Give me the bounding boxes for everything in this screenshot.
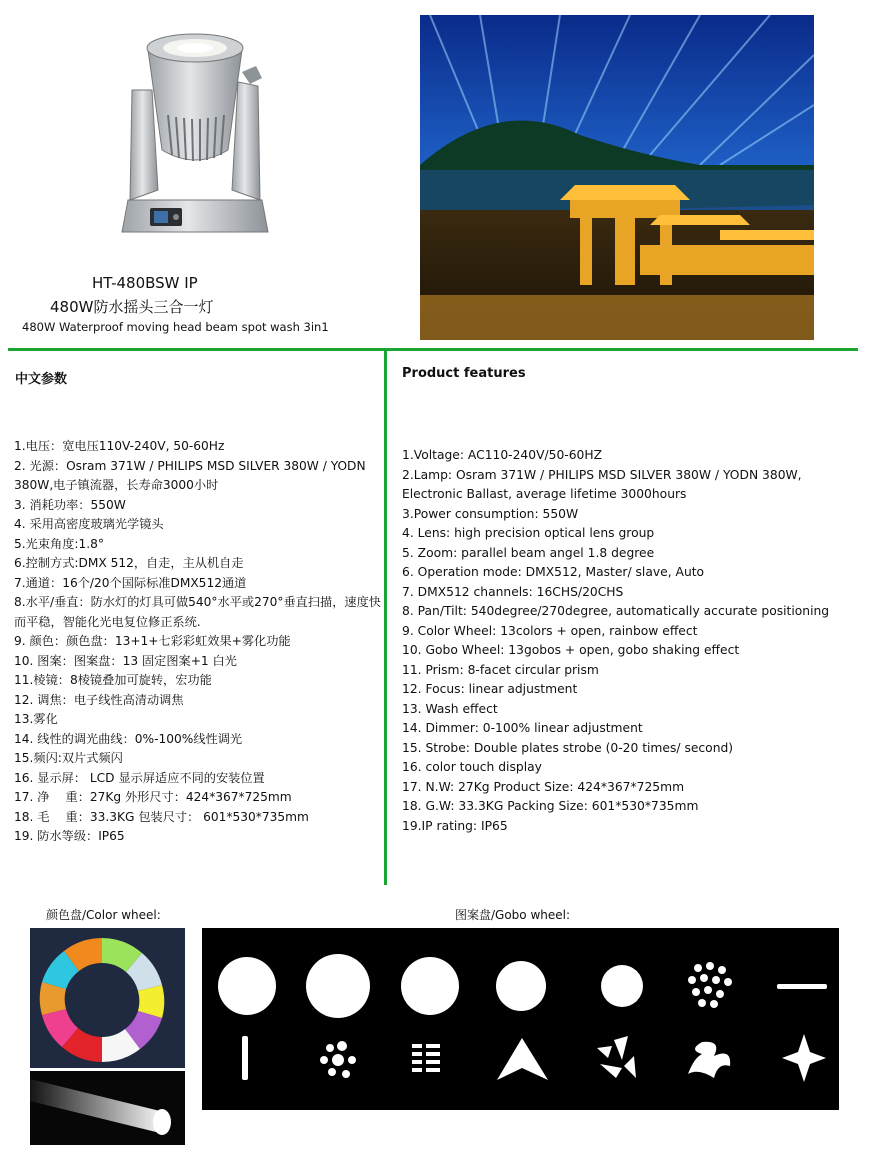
spec-item: 13.雾化 <box>14 712 58 726</box>
spec-item: 14. 线性的调光曲线：0%-100%线性调光 <box>14 731 243 746</box>
spec-item: 1.电压：宽电压110V-240V, 50-60Hz <box>14 439 225 453</box>
spec-item: 4. Lens: high precision optical lens group <box>402 526 655 540</box>
spec-item: 16. 显示屏： LCD 显示屏适应不同的安装位置 <box>14 770 265 785</box>
spec-item: 5.光束角度:1.8° <box>14 536 104 551</box>
spec-item: 10. Gobo Wheel: 13gobos + open, gobo shaking effect <box>402 643 740 657</box>
product-name-en: 480W Waterproof moving head beam spot wash 3in1 <box>22 320 329 334</box>
spec-item: 2.Lamp: Osram 371W / PHILIPS MSD SILVER 380W / YODN 380W, Electronic Ballast, average lifetime 3000hours <box>402 467 802 501</box>
spec-item: 8.水平/垂直：防水灯的灯具可做540°水平或270°垂直扫描，速度快而平稳，智能化光电复位修正系统. <box>14 595 381 629</box>
spec-item: 18. G.W: 33.3KG Packing Size: 601*530*735mm <box>402 799 699 813</box>
spec-item: 19.IP rating: IP65 <box>402 818 508 833</box>
en-spec-list <box>402 446 857 836</box>
spec-item: 15. Strobe: Double plates strobe (0-20 times/ second) <box>402 740 734 755</box>
spec-item: 10. 图案：图案盘：13 固定图案+1 白光 <box>14 653 237 668</box>
spec-item: 11. Prism: 8-facet circular prism <box>402 662 599 677</box>
spec-item: 7. DMX512 channels: 16CHS/20CHS <box>402 584 624 599</box>
spec-item: 5. Zoom: parallel beam angel 1.8 degree <box>402 545 655 560</box>
scene-image <box>420 15 814 340</box>
spec-item: 14. Dimmer: 0-100% linear adjustment <box>402 721 643 735</box>
beam-effect-image <box>30 1071 185 1145</box>
spec-item: 19. 防水等级：IP65 <box>14 829 125 843</box>
spec-item: 6. Operation mode: DMX512, Master/ slave, Auto <box>402 565 705 579</box>
spec-item: 2. 光源：Osram 371W / PHILIPS MSD SILVER 380W / YODN 380W,电子镇流器，长寿命3000小时 <box>14 458 366 492</box>
product-name-cn: 480W防水摇头三合一灯 <box>50 298 214 316</box>
spec-item: 4. 采用高密度玻璃光学镜头 <box>14 517 164 531</box>
gobo-wheel-label: 图案盘/Gobo wheel: <box>455 908 571 922</box>
spec-item: 17. 净 重：27Kg 外形尺寸：424*367*725mm <box>14 790 292 804</box>
horizontal-divider <box>8 348 858 351</box>
spec-item: 16. color touch display <box>402 760 542 774</box>
spec-item: 18. 毛 重：33.3KG 包装尺寸： 601*530*735mm <box>14 809 309 824</box>
spec-item: 3.Power consumption: 550W <box>402 506 579 521</box>
color-wheel-image <box>30 928 185 1068</box>
spec-item: 3. 消耗功率：550W <box>14 497 126 512</box>
spec-item: 6.控制方式:DMX 512，自走，主从机自走 <box>14 556 244 570</box>
gobo-wheel-image <box>202 928 839 1110</box>
spec-item: 15.频闪:双片式频闪 <box>14 751 123 765</box>
spec-item: 8. Pan/Tilt: 540degree/270degree, automatically accurate positioning <box>402 604 830 618</box>
spec-item: 9. 颜色：颜色盘：13+1+七彩彩虹效果+雾化功能 <box>14 634 291 648</box>
product-model: HT-480BSW IP <box>92 274 198 292</box>
cn-specs-heading: 中文参数 <box>15 372 68 387</box>
spec-item: 1.Voltage: AC110-240V/50-60HZ <box>402 448 603 462</box>
vertical-divider <box>384 348 387 885</box>
spec-item: 9. Color Wheel: 13colors + open, rainbow effect <box>402 623 698 638</box>
en-specs-heading: Product features <box>402 366 526 381</box>
spec-item: 7.通道：16个/20个国际标准DMX512通道 <box>14 575 247 590</box>
spec-item: 17. N.W: 27Kg Product Size: 424*367*725mm <box>402 779 685 794</box>
spec-item: 12. Focus: linear adjustment <box>402 682 578 696</box>
spec-item: 11.棱镜：8棱镜叠加可旋转，宏功能 <box>14 673 212 687</box>
product-image <box>110 20 280 245</box>
spec-item: 13. Wash effect <box>402 701 498 716</box>
spec-item: 12. 调焦：电子线性高清动调焦 <box>14 692 184 707</box>
cn-spec-list <box>14 437 382 847</box>
color-wheel-label: 颜色盘/Color wheel: <box>46 908 161 922</box>
